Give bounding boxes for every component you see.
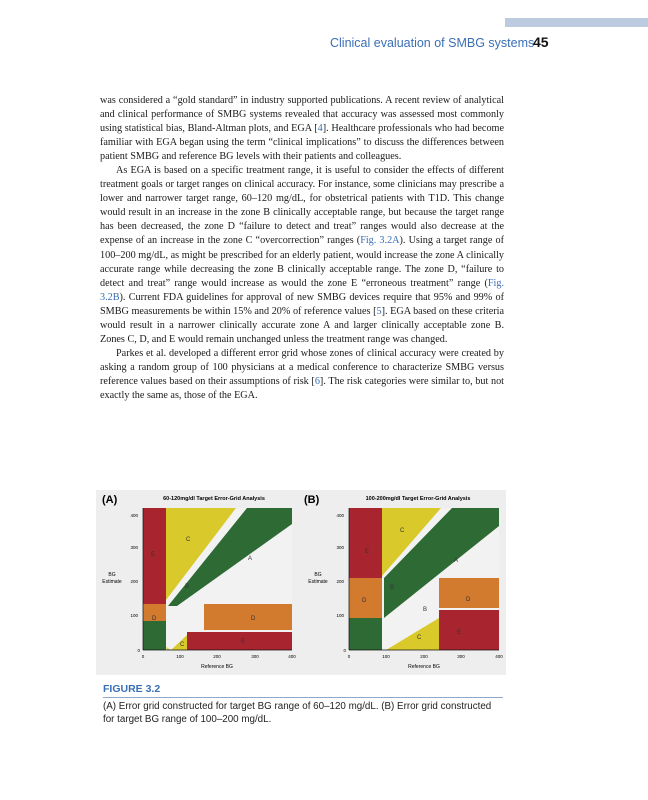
x-tick-label: 100 bbox=[176, 654, 184, 659]
zone-a-region bbox=[143, 621, 166, 650]
panel-a-xlabel: Reference BG bbox=[201, 664, 233, 670]
zone-label: B bbox=[390, 585, 395, 591]
zone-label: E bbox=[151, 552, 156, 558]
zone-label: B bbox=[185, 584, 190, 590]
header-accent-bar bbox=[505, 18, 648, 27]
y-tick-label: 200 bbox=[130, 579, 138, 584]
x-tick-label: 400 bbox=[495, 654, 503, 659]
panel-a-label: (A) bbox=[102, 494, 118, 506]
x-tick-label: 300 bbox=[251, 654, 259, 659]
panel-b-ylabel: BG bbox=[314, 572, 322, 578]
zone-label: C bbox=[186, 537, 191, 543]
zone-label: D bbox=[466, 597, 471, 603]
citation-link[interactable]: 4 bbox=[317, 123, 323, 135]
x-tick-label: 200 bbox=[420, 654, 428, 659]
y-tick-label: 200 bbox=[336, 579, 344, 584]
zone-a-region bbox=[349, 618, 382, 650]
error-grid-figure bbox=[96, 490, 506, 675]
panel-b-title: 100-200mg/dl Target Error-Grid Analysis bbox=[365, 496, 471, 502]
body-text bbox=[100, 94, 504, 403]
zone-d-region bbox=[439, 578, 499, 608]
panel-b-xlabel: Reference BG bbox=[408, 664, 440, 670]
y-tick-label: 0 bbox=[137, 648, 140, 653]
x-tick-label: 0 bbox=[347, 654, 351, 659]
figure-link[interactable]: Fig. 3.2A bbox=[360, 235, 400, 247]
figure-label: FIGURE 3.2 bbox=[103, 683, 161, 695]
panel-a-ylabel: BG bbox=[108, 572, 116, 578]
zone-label: D bbox=[152, 616, 157, 622]
y-tick-label: 100 bbox=[336, 613, 344, 618]
zone-e-region bbox=[439, 610, 499, 650]
figure-link[interactable]: Fig. 3.2B bbox=[100, 277, 504, 303]
page-number: 45 bbox=[533, 34, 549, 50]
zone-e-region bbox=[143, 508, 166, 619]
x-tick-label: 400 bbox=[288, 654, 296, 659]
panel-a-ylabel: Estimate bbox=[102, 579, 122, 585]
y-tick-label: 400 bbox=[336, 513, 344, 518]
y-tick-label: 300 bbox=[336, 545, 344, 550]
zone-label: E bbox=[365, 549, 370, 555]
y-tick-label: 400 bbox=[130, 513, 138, 518]
zone-d-region bbox=[204, 604, 292, 630]
zone-label: D bbox=[362, 598, 367, 604]
zone-label: B bbox=[423, 607, 428, 613]
panel-b-plot bbox=[349, 508, 499, 650]
x-tick-label: 100 bbox=[382, 654, 390, 659]
panel-a bbox=[102, 494, 296, 670]
figure-caption-rule bbox=[103, 697, 503, 698]
y-tick-label: 0 bbox=[343, 648, 346, 653]
zone-label: C bbox=[417, 635, 422, 641]
x-tick-label: 200 bbox=[213, 654, 221, 659]
x-tick-label: 300 bbox=[457, 654, 465, 659]
panel-b-label: (B) bbox=[304, 494, 320, 506]
paragraph-3: Parkes et al. developed a different error grid whose zones of clinical accuracy were created by asking a random group of 100 physicians at a medical conference to characterize SMBG versus reference values based on their assumptions of risk [6]. The risk categories were similar to, but not exactly the same as, those of the EGA. bbox=[100, 347, 505, 401]
zone-label: E bbox=[241, 639, 246, 645]
paragraph-2: As EGA is based on a specific treatment range, it is useful to consider the effects of different treatment goals or target ranges on clinical accuracy. For instance, some clinicians may prescribe a lower and narrower target range, 60–120 mg/dL, for obstetrical patients with T1D. This change would result in an increase in the zone B clinically acceptable range, but because the target range has been decreased, the zone D “failure to detect and treat” ranges would also decrease at the expense of an increase in the zone C “overcorrection” ranges (Fig. 3.2A). Using a target range of 100–200 mg/dL, as might be prescribed for an elderly patient, would increase the zone A clinically accurate range while decreasing the zone B clinically acceptable range. The zone D, “failure to detect and treat” range would increase as would the zone E “erroneous treatment” range (Fig. 3.2B). Current FDA guidelines for approval of new SMBG devices require that 95% and 99% of SMBG measurements be within 15% and 20% of reference values [5]. EGA based on these criteria would result in a narrower clinically accurate zone A and larger clinically acceptable zone B. Zones C, D, and E would remain unchanged unless the treatment range was changed. bbox=[100, 165, 504, 345]
zone-e-region bbox=[349, 508, 382, 578]
figure-caption: (A) Error grid constructed for target BG range of 60–120 mg/dL. (B) Error grid constructed for target BG range of 100–200 mg/dL. bbox=[103, 701, 492, 725]
panel-a-title: 60-120mg/dl Target Error-Grid Analysis bbox=[163, 496, 265, 502]
figure-3-2 bbox=[96, 490, 506, 675]
zone-label: A bbox=[248, 556, 253, 562]
zone-e-region bbox=[187, 632, 292, 650]
citation-link[interactable]: 5 bbox=[376, 305, 382, 317]
paragraph-1: was considered a “gold standard” in industry supported publications. A recent review of analytical and clinical performance of SMBG systems revealed that accuracy was assessed most commonly using statistical bias, Bland-Altman plots, and EGA [4]. Healthcare professionals who had become familiar with EGA began using the term “clinical implications” to discuss the differences between patient SMBG and reference BG levels with their patients and colleagues. bbox=[100, 95, 504, 163]
zone-label: C bbox=[400, 528, 405, 534]
zone-label: E bbox=[457, 630, 462, 636]
x-tick-label: 0 bbox=[141, 654, 145, 659]
running-title: Clinical evaluation of SMBG systems bbox=[330, 36, 535, 50]
panel-b bbox=[304, 494, 503, 670]
citation-link[interactable]: 6 bbox=[314, 375, 320, 387]
y-tick-label: 100 bbox=[130, 613, 138, 618]
zone-label: A bbox=[454, 558, 459, 564]
zone-label: D bbox=[251, 616, 256, 622]
y-tick-label: 300 bbox=[130, 545, 138, 550]
panel-a-plot bbox=[143, 508, 292, 650]
zone-label: C bbox=[180, 642, 185, 648]
panel-b-ylabel: Estimate bbox=[308, 579, 328, 585]
